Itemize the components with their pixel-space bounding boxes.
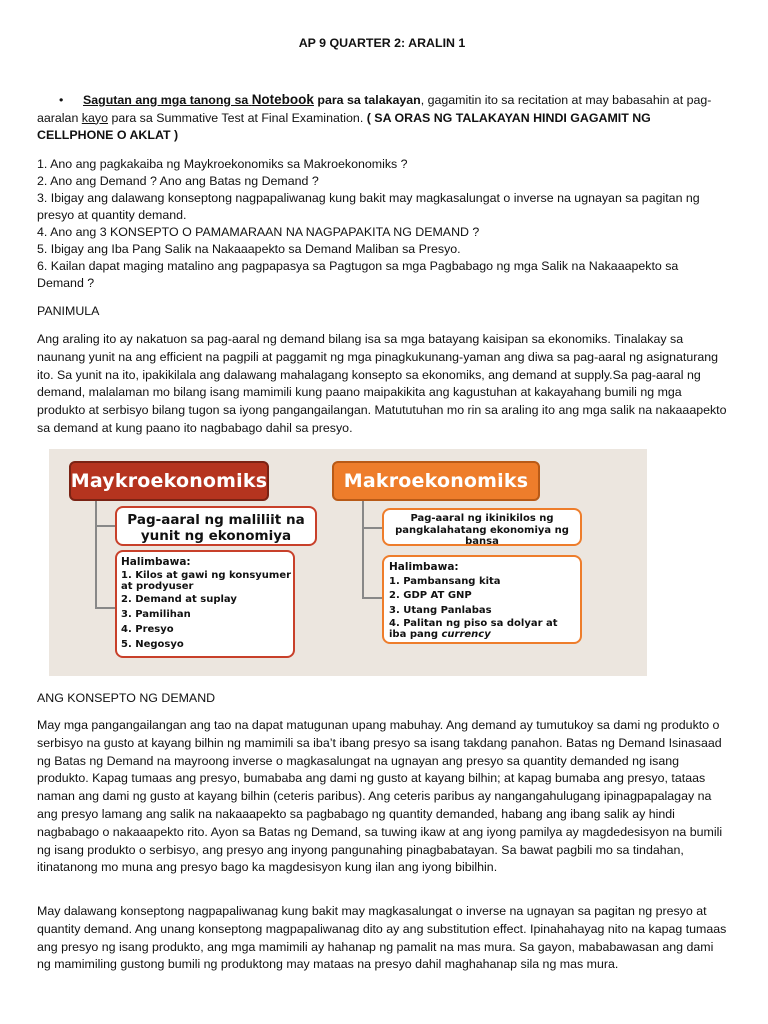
example-item: 3. Pamilihan <box>121 609 191 620</box>
instruction-text-1: , gagamitin ito sa recitation at may babasahin at pag-aaralan <box>37 93 712 125</box>
konsepto-paragraph-1: May mga pangangailangan ang tao na dapat matugunan upang mabuhay. Ang demand ay tumutukoy sa dami ng produkto o serbisyo na gusto at kayang bilhin ng mamimili sa iba’t ibang presyo sa isang takdang panahon. Batas ng Demand Isinasaad ng Batas ng Demand na mayroong inverse o magkasalungat na ugnayan ang presyo sa quantity demanded ng isang produkto. Kapag tumaas ang presyo, bumababa ang dami ng gusto at kayang bilhin; at kapag bumaba ang presyo, tataas naman ang dami ng gusto at kayang bilhin (ceteris paribus). Ang ceteris paribus ay nangangahulugang ipinagpapalagay na ang presyo lamang ang salik na nakaaapekto sa pagbabago ng quantity demanded, habang ang ibang salik ay hindi nagbabago o nakaaapekto rito. Ayon sa Batas ng Demand, sa tuwing ikaw at ang iyong pamilya ay magdedesisyon na bumili ng isang produkto o serbisyo, ang presyo ang inyong pangunahing pinagbabatayan. Sa bawat pagbili mo sa tindahan, itinatanong mo muna ang presyo bago ka magdesisyon kung ilan ang iyong bibilhin. <box>37 718 723 875</box>
instruction-underlined: Sagutan ang mga tanong sa <box>83 93 249 107</box>
left-connector <box>95 501 97 609</box>
left-connector-branch <box>95 607 115 609</box>
example-item-last <box>389 629 580 640</box>
right-connector <box>362 501 364 599</box>
maykroekonomiks-examples <box>115 550 295 658</box>
question-item: 4. Ano ang 3 KONSEPTO O PAMAMARAAN NA NAGPAPAKITA NG DEMAND ? <box>37 225 480 239</box>
left-connector-branch <box>95 525 115 527</box>
instruction-text-2: para sa Summative Test at Final Examination. <box>111 110 364 125</box>
question-item: 1. Ano ang pagkakaiba ng Maykroekonomiks sa Makroekonomiks ? <box>37 157 408 171</box>
example-item: 2. GDP AT GNP <box>389 590 472 601</box>
question-list <box>37 156 727 292</box>
maykroekonomiks-definition: Pag-aaral ng maliliit na yunit ng ekonomiya <box>115 506 317 546</box>
example-item: 3. Utang Panlabas <box>389 604 492 616</box>
question-item: 2. Ano ang Demand ? Ano ang Batas ng Demand ? <box>37 174 319 188</box>
makroekonomiks-header: Makroekonomiks <box>332 461 540 501</box>
panimula-paragraph: Ang araling ito ay nakatuon sa pag-aaral ng demand bilang isa sa mga batayang kaisipan sa ekonomiks. Tinalakay sa naunang yunit na ang efficient na pagpili at paggamit ng mga pinagkukunang-yaman ang diwa sa pag-aaral ng asignaturang ito. Sa yunit na ito, ipakikilala ang dalawang mahalagang konsepto sa ekonomiks, ang demand at supply.Sa pag-aaral ng demand, malalaman mo bilang isang mamimili kung paano maipakikita ang kagustuhan at kakayahang bumili ng mga produkto at serbisyo bilang tugon sa iyong pangangailangan. Matututuhan mo rin sa araling ito ang mga salik na nakaaapekto sa demand at kung paano ito nagbabago dahil sa presyo. <box>37 332 727 435</box>
instruction-notebook: Notebook <box>251 92 314 107</box>
instruction-kayo: kayo <box>81 110 108 125</box>
instruction-bullet <box>37 91 727 145</box>
instruction-bold: para sa talakayan <box>317 93 421 107</box>
example-item: 2. Demand at suplay <box>121 594 237 605</box>
economics-diagram <box>49 449 647 676</box>
example-item: 1. Pambansang kita <box>389 575 501 587</box>
panimula-heading: PANIMULA <box>37 304 100 318</box>
instruction-warning: ( SA ORAS NG TALAKAYAN HINDI GAGAMIT NG CELLPHONE O AKLAT ) <box>37 110 651 142</box>
example-item: 4. Palitan ng piso sa dolyar at <box>389 618 558 629</box>
page-title: AP 9 QUARTER 2: ARALIN 1 <box>298 36 466 50</box>
example-item: 4. Presyo <box>121 624 174 635</box>
makroekonomiks-definition: Pag-aaral ng ikinikilos ng pangkalahatang ekonomiya ng bansa <box>382 508 582 546</box>
maykroekonomiks-header: Maykroekonomiks <box>69 461 269 501</box>
example-item: 1. Kilos at gawi ng konsyumer <box>121 570 292 581</box>
examples-title: Halimbawa: <box>389 561 459 573</box>
example-currency: currency <box>441 629 491 640</box>
konsepto-heading: ANG KONSEPTO NG DEMAND <box>37 691 216 705</box>
right-connector-branch <box>362 597 382 599</box>
examples-title: Halimbawa: <box>121 556 191 568</box>
question-item: 3. Ibigay ang dalawang konseptong nagpapaliwanag kung bakit may magkasalungat o inverse na ugnayan sa pagitan ng presyo at quantity demand. <box>37 191 700 222</box>
right-connector-branch <box>362 527 382 529</box>
example-item: 5. Negosyo <box>121 639 184 650</box>
example-text: iba pang <box>389 629 438 640</box>
question-item: 5. Ibigay ang Iba Pang Salik na Nakaaapekto sa Demand Maliban sa Presyo. <box>37 242 461 256</box>
question-item: 6. Kailan dapat maging matalino ang pagpapasya sa Pagtugon sa mga Pagbabago ng mga Salik na Nakaaapekto sa Demand ? <box>37 259 679 290</box>
konsepto-paragraph-2: May dalawang konseptong nagpapaliwanag kung bakit may magkasalungat o inverse na ugnayan sa pagitan ng presyo at quantity demand. Ang unang konseptong magpapaliwanag dito ay ang substitution effect. Ipinahahayag nito na kapag tumaas ang presyo ng isang produkto, ang mga mamimili ay hahanap ng pamalit na mas mura. Sa gayon, mababawasan ang dami ng mamimiling gustong bumili ng produktong may mataas na presyo dahil maghahanap sila ng mas mura. <box>37 904 727 972</box>
makroekonomiks-examples <box>382 555 582 644</box>
bullet-glyph: • <box>59 93 64 107</box>
example-item: at prodyuser <box>121 581 194 592</box>
